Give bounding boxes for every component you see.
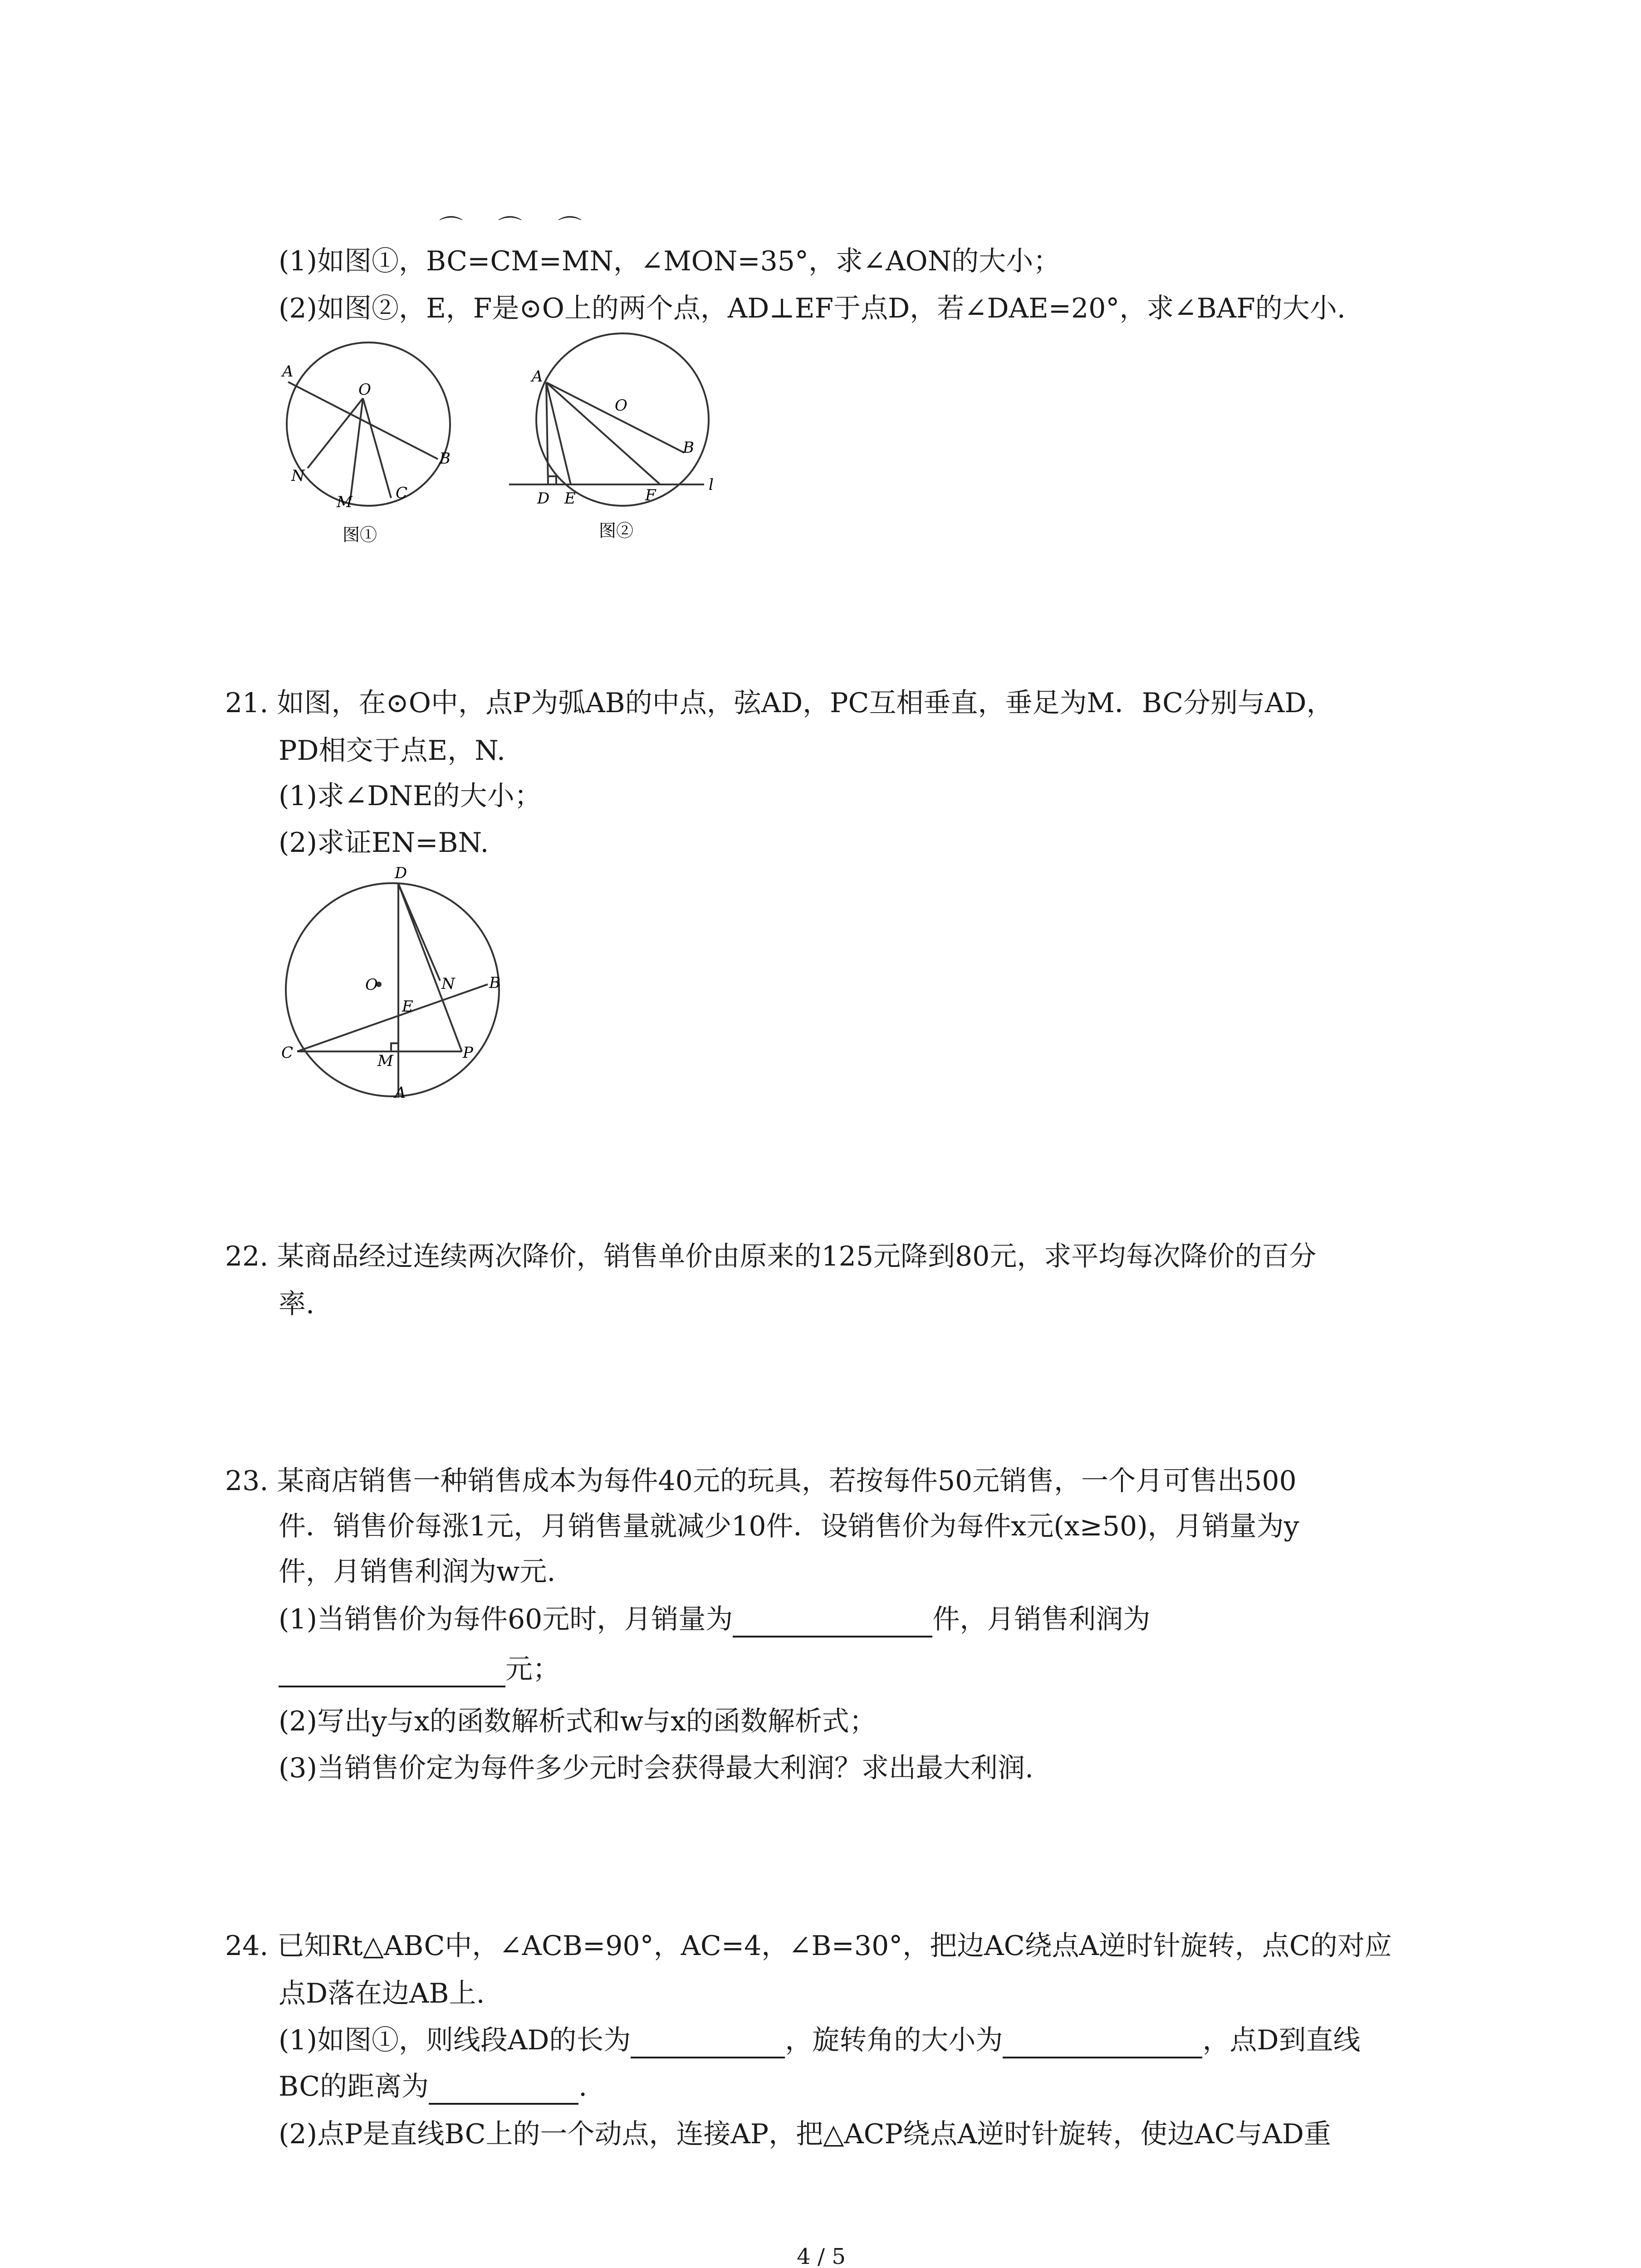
q20-part1: (1)如图①，BC=CM=MN，∠MON=35°，求∠AON的大小； — [279, 245, 1061, 277]
fig1-label-a: A — [282, 362, 294, 381]
q23-part1-text-a: (1)当销售价为每件60元时，月销量为 — [279, 1603, 733, 1635]
fig2-caption: 图② — [599, 521, 634, 541]
fig1-label-m: M — [337, 493, 353, 511]
fig21-label-o: O — [365, 976, 378, 994]
q21-stem-line1: 21. 如图，在⊙O中，点P为弧AB的中点，弦AD，PC互相垂直，垂足为M．BC分别与AD， — [225, 687, 1334, 719]
fig21-label-p: P — [463, 1044, 473, 1062]
q20-figure-1 — [272, 345, 463, 553]
fig21-label-a: A — [395, 1084, 406, 1102]
q24-blank-distance[interactable] — [429, 2075, 578, 2105]
fig2-label-a: A — [532, 367, 543, 386]
q24-stem-line2: 点D落在边AB上. — [279, 1978, 485, 2009]
q23-part1-line2 — [279, 1651, 560, 1687]
q23-blank-profit[interactable] — [279, 1657, 505, 1687]
q23-part1-text-c: 元； — [505, 1653, 560, 1685]
q21-figure — [272, 862, 508, 1107]
q23-part1-line1 — [279, 1601, 1150, 1637]
q24-part1-text-e: . — [578, 2071, 588, 2102]
q22-stem-line1: 22. 某商品经过连续两次降价，销售单价由原来的125元降到80元，求平均每次降价的百分 — [225, 1241, 1317, 1272]
fig2-label-e: E — [564, 489, 576, 508]
q23-stem-line1: 23. 某商店销售一种销售成本为每件40元的玩具，若按每件50元销售，一个月可售出500 — [225, 1465, 1297, 1497]
q23-part1-text-b: 件，月销售利润为 — [932, 1603, 1151, 1635]
q24-blank-ad-length[interactable] — [631, 2028, 785, 2058]
q24-part1-line1 — [279, 2022, 1361, 2058]
q20-figure-2 — [499, 342, 735, 553]
q24-part1-text-b: ，旋转角的大小为 — [785, 2024, 1003, 2056]
fig21-label-b: B — [489, 974, 500, 992]
fig21-label-n: N — [441, 975, 455, 993]
fig1-caption: 图① — [343, 525, 377, 545]
q24-stem-line1: 24. 已知Rt△ABC中，∠ACB=90°，AC=4，∠B=30°，把边AC绕点A逆时针旋转，点C的对应 — [225, 1930, 1392, 1962]
fig21-label-d: D — [395, 864, 407, 882]
fig1-label-o: O — [358, 381, 371, 399]
q21-stem-line2: PD相交于点E，N. — [279, 735, 506, 767]
fig2-label-d: D — [537, 489, 550, 508]
fig2-label-b: B — [683, 439, 694, 457]
q24-part1-line2 — [279, 2068, 587, 2105]
q23-part2: (2)写出y与x的函数解析式和w与x的函数解析式； — [279, 1706, 877, 1737]
q24-part2: (2)点P是直线BC上的一个动点，连接AP，把△ACP绕点A逆时针旋转，使边AC与AD重 — [279, 2118, 1331, 2150]
q23-part3: (3)当销售价定为每件多少元时会获得最大利润？求出最大利润. — [279, 1752, 1034, 1784]
arc-mark-bc: ⌒ — [439, 215, 463, 242]
q24-part1-text-c: ，点D到直线 — [1202, 2024, 1361, 2056]
fig2-label-l: l — [709, 476, 714, 494]
q24-blank-rotation-angle[interactable] — [1003, 2028, 1202, 2058]
fig21-label-e: E — [402, 997, 413, 1016]
q22-stem-line2: 率. — [279, 1288, 315, 1320]
q23-stem-line2: 件．销售价每涨1元，月销售量就减少10件．设销售价为每件x元(x≥50)，月销量为y — [279, 1510, 1299, 1542]
fig21-label-m: M — [377, 1052, 393, 1070]
fig2-label-o: O — [615, 396, 627, 415]
q21-part1: (1)求∠DNE的大小； — [279, 780, 542, 812]
page-number: 4 / 5 — [797, 2244, 846, 2268]
fig21-label-c: C — [281, 1044, 294, 1062]
q20-part2: (2)如图②，E，F是⊙O上的两个点，AD⊥EF于点D，若∠DAE=20°，求∠BAF的大小. — [279, 293, 1346, 324]
fig2-label-f: F — [645, 486, 656, 504]
arc-mark-mn: ⌒ — [558, 215, 582, 242]
q21-part2: (2)求证EN=BN. — [279, 827, 489, 859]
q23-stem-line3: 件，月销售利润为w元. — [279, 1556, 556, 1588]
q24-part1-text-a: (1)如图①，则线段AD的长为 — [279, 2024, 631, 2056]
q24-part1-text-d: BC的距离为 — [279, 2071, 429, 2102]
fig1-label-b: B — [439, 450, 451, 468]
fig1-label-n: N — [291, 467, 305, 485]
q23-blank-sales-volume[interactable] — [733, 1608, 932, 1637]
fig1-label-c: C — [396, 484, 408, 502]
arc-mark-cm: ⌒ — [498, 215, 522, 242]
